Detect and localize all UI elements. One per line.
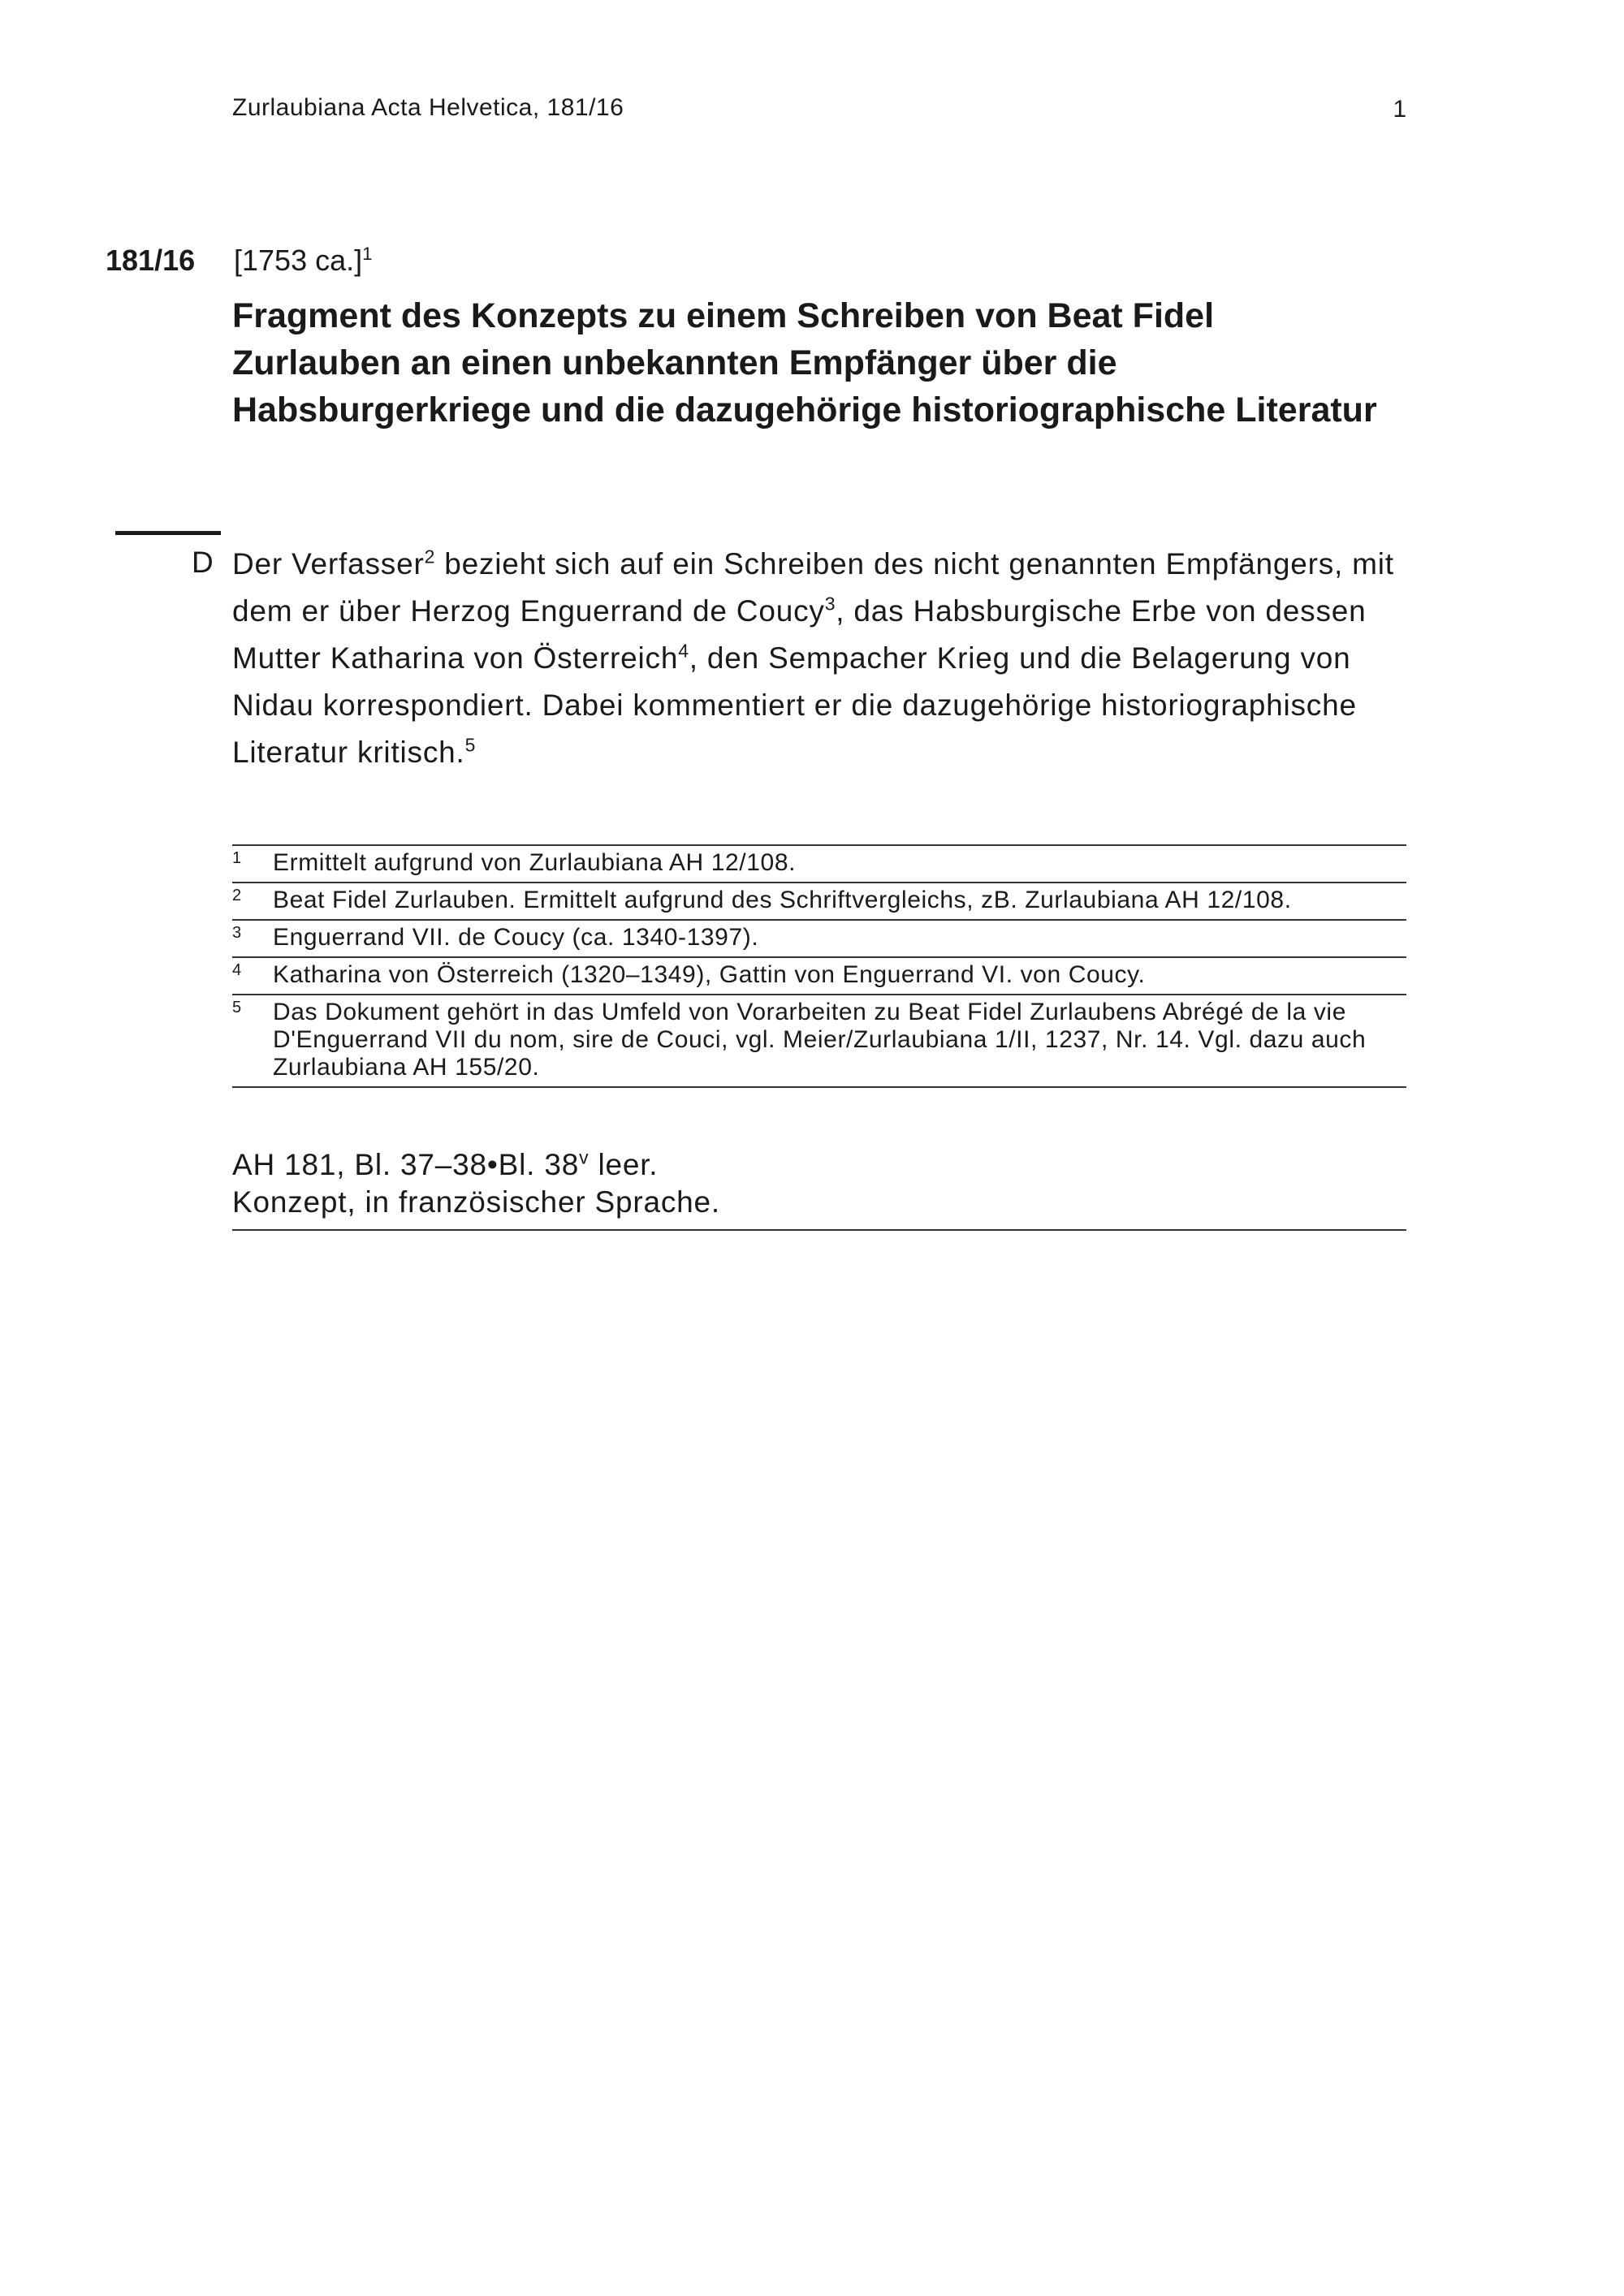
footnote bbox=[232, 844, 1406, 882]
footnote-text: Enguerrand VII. de Coucy (ca. 1340-1397). bbox=[273, 924, 759, 951]
footnote bbox=[232, 956, 1406, 994]
footnote-text: Katharina von Österreich (1320–1349), Gattin von Enguerrand VI. von Coucy. bbox=[273, 961, 1146, 988]
verso-mark: v bbox=[579, 1146, 590, 1168]
summary-marker: D bbox=[192, 546, 214, 579]
source-line-1 bbox=[232, 1146, 1406, 1184]
footnote-text: Beat Fidel Zurlauben. Ermittelt aufgrund des Schriftvergleichs, zB. Zurlaubiana AH 12/108. bbox=[273, 887, 1292, 913]
source-line-2: Konzept, in französischer Sprache. bbox=[232, 1185, 721, 1219]
footnote-mark: 5 bbox=[232, 999, 242, 1016]
summary-text-1: Der Verfasser bbox=[232, 547, 425, 580]
summary-text-3: , das Habsburgische Erbe von dessen Mutter Katharina von Österreich bbox=[232, 594, 1367, 675]
footnote-ref-2: 2 bbox=[424, 546, 436, 568]
document-date bbox=[234, 244, 373, 278]
source-description bbox=[232, 1146, 1406, 1231]
summary-text-2: bezieht sich auf ein Schreiben des nicht genannten Empfängers, mit dem er über Herzog Enguerrand de Coucy bbox=[232, 547, 1394, 628]
footnote-text: Ermittelt aufgrund von Zurlaubiana AH 12/108. bbox=[273, 849, 797, 876]
page-number: 1 bbox=[1393, 96, 1406, 123]
footnote-mark: 3 bbox=[232, 924, 242, 942]
section-rule bbox=[115, 531, 221, 535]
footnote-ref-5: 5 bbox=[464, 734, 477, 756]
footnote-mark: 2 bbox=[232, 887, 242, 904]
summary-text-4: , den Sempacher Krieg und die Belagerung von Nidau korrespondiert. Dabei kommentiert er die dazugehörige historiographische Literatur kritisch. bbox=[232, 641, 1357, 769]
footnote-list bbox=[232, 844, 1406, 1088]
summary-paragraph bbox=[232, 541, 1418, 776]
footnote-mark: 4 bbox=[232, 961, 242, 979]
date-text: [1753 ca.] bbox=[234, 244, 363, 277]
document-title: Fragment des Konzepts zu einem Schreiben von Beat Fidel Zurlauben an einen unbekannten Empfänger über die Habsburgerkriege und die dazugehörige historiographische Literatur bbox=[232, 296, 1377, 429]
footnote-ref-3: 3 bbox=[824, 593, 836, 615]
footnote-ref-4: 4 bbox=[678, 640, 689, 662]
footnote bbox=[232, 919, 1406, 956]
document-number: 181/16 bbox=[106, 244, 196, 277]
source-text-b: leer. bbox=[589, 1148, 659, 1181]
footnote-ref-1: 1 bbox=[362, 244, 373, 264]
footnote bbox=[232, 882, 1406, 919]
running-title: Zurlaubiana Acta Helvetica, 181/16 bbox=[232, 94, 624, 121]
source-text-a: AH 181, Bl. 37–38•Bl. 38 bbox=[232, 1148, 580, 1181]
footnote-text: Das Dokument gehört in das Umfeld von Vorarbeiten zu Beat Fidel Zurlaubens Abrégé de la vie D'Enguerrand VII du nom, sire de Couci, vgl. Meier/Zurlaubiana 1/II, 1237, Nr. 14. Vgl. dazu auch Zurlaubiana AH 155/20. bbox=[273, 999, 1367, 1081]
footnote-mark: 1 bbox=[232, 849, 242, 867]
footnote bbox=[232, 994, 1406, 1088]
